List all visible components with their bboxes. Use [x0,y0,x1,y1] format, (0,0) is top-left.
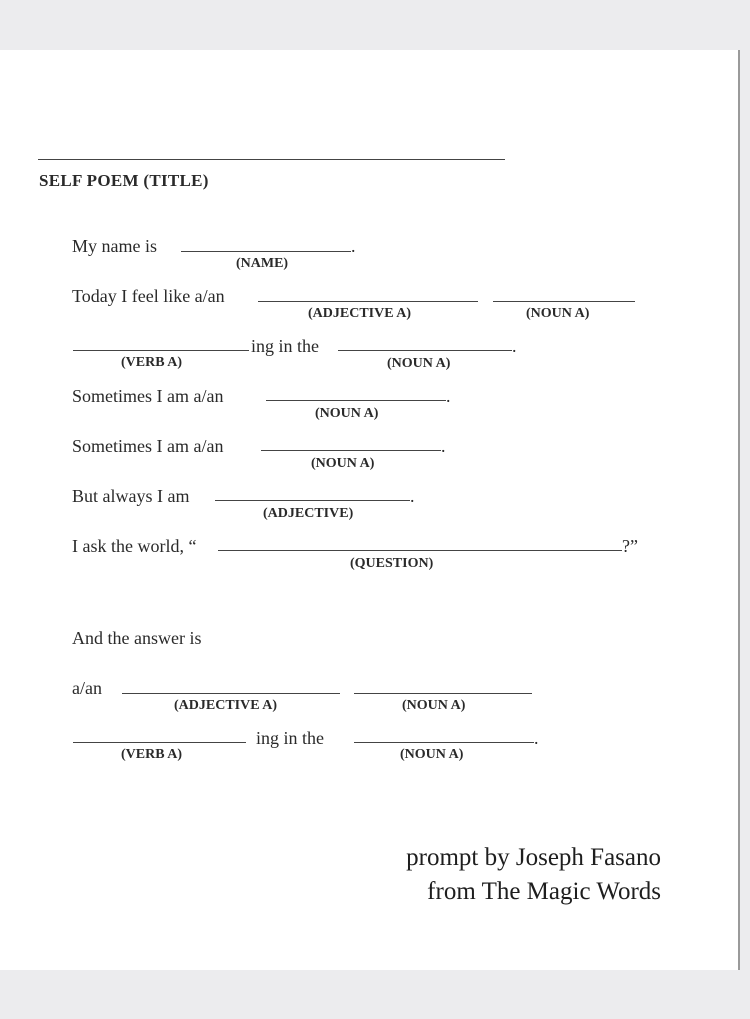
verb-a-label-2: (VERB A) [121,747,183,762]
noun-a-label-3: (NOUN A) [315,406,379,421]
adjective-a-blank-2[interactable] [122,693,340,694]
noun-a-label-4: (NOUN A) [311,456,375,471]
verb-a-blank-2[interactable] [73,742,246,743]
noun-blank-4[interactable] [261,450,441,451]
title-blank-line [38,159,505,160]
poem-title-label: SELF POEM (TITLE) [39,171,209,190]
adjective-a-label: (ADJECTIVE A) [308,306,412,321]
period: . [441,436,446,456]
noun-a-blank-6[interactable] [354,742,534,743]
question-blank[interactable] [218,550,622,551]
period: . [512,336,517,356]
period: . [534,728,539,748]
verb-a-blank[interactable] [73,350,249,351]
period: . [410,486,415,506]
adjective-label: (ADJECTIVE) [263,506,354,521]
sometimes-prompt-text-1: Sometimes I am a/an [72,386,224,406]
noun-a-blank-5[interactable] [354,693,532,694]
period: . [446,386,451,406]
worksheet-page [0,50,738,970]
period: . [351,236,356,256]
verb-a-label: (VERB A) [121,355,183,370]
adjective-a-label-2: (ADJECTIVE A) [174,698,278,713]
always-prompt-text: But always I am [72,486,190,506]
adjective-blank[interactable] [215,500,410,501]
noun-a-blank[interactable] [493,301,635,302]
page-edge-divider [738,50,740,970]
noun-blank-3[interactable] [266,400,446,401]
a-an-text: a/an [72,678,102,698]
credit-line-1: prompt by Joseph Fasano [406,844,661,871]
question-close-quote: ?” [622,536,638,556]
name-prompt-text: My name is [72,236,157,256]
noun-a-blank-2[interactable] [338,350,512,351]
question-label: (QUESTION) [350,556,434,571]
noun-a-label: (NOUN A) [526,306,590,321]
noun-a-label-6: (NOUN A) [400,747,464,762]
answer-text: And the answer is [72,628,202,648]
noun-a-label-2: (NOUN A) [387,356,451,371]
ing-in-the-text: ing in the [251,336,319,356]
credit-line-2: from The Magic Words [427,878,661,905]
name-blank[interactable] [181,251,351,252]
adjective-a-blank[interactable] [258,301,478,302]
feel-prompt-text: Today I feel like a/an [72,286,225,306]
name-label: (NAME) [236,256,289,271]
ask-world-prompt-text: I ask the world, “ [72,536,197,556]
sometimes-prompt-text-2: Sometimes I am a/an [72,436,224,456]
noun-a-label-5: (NOUN A) [402,698,466,713]
ing-in-the-text-2: ing in the [256,728,324,748]
